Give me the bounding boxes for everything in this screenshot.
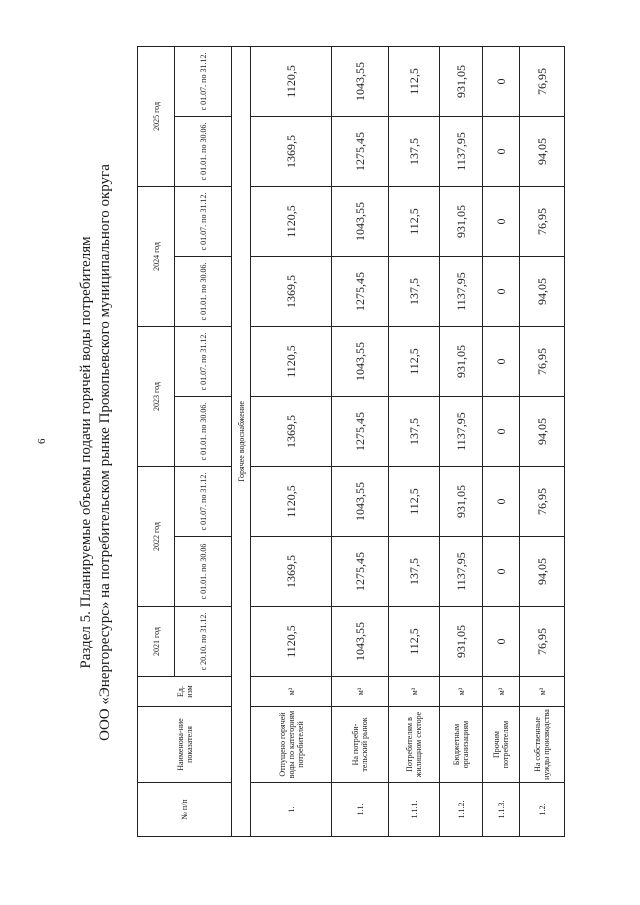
value-cell: 1043,55 [332, 46, 389, 116]
row-num: 1. [251, 783, 332, 837]
row-unit: м³ [332, 677, 389, 707]
value-cell: 112,5 [389, 186, 440, 256]
value-cell: 1043,55 [332, 186, 389, 256]
value-cell: 94,05 [520, 537, 565, 607]
value-cell: 931,05 [440, 186, 483, 256]
value-cell: 0 [483, 256, 520, 326]
table-row [332, 46, 389, 836]
row-num: 1.1. [332, 783, 389, 837]
header-num: № п/п [138, 783, 232, 837]
row-name: Потребителям в жилищном секторе [389, 707, 440, 783]
value-cell: 931,05 [440, 326, 483, 396]
table-row [389, 46, 440, 836]
value-cell: 76,95 [520, 326, 565, 396]
header-period: с 01.01. по 30.06. [175, 256, 232, 326]
value-cell: 1120,5 [251, 46, 332, 116]
value-cell: 94,05 [520, 396, 565, 466]
value-cell: 931,05 [440, 466, 483, 536]
value-cell: 94,05 [520, 256, 565, 326]
value-cell: 1137,95 [440, 116, 483, 186]
row-unit: м³ [440, 677, 483, 707]
table-row [520, 46, 565, 836]
value-cell: 76,95 [520, 607, 565, 677]
title-line-1: Раздел 5. Планируемые объемы подачи горячей воды потребителям [78, 236, 94, 669]
section-label: Горячее водоснабжение [232, 46, 251, 836]
value-cell: 0 [483, 607, 520, 677]
value-cell: 0 [483, 326, 520, 396]
row-name: Бюджетным организациям [440, 707, 483, 783]
row-num: 1.1.1. [389, 783, 440, 837]
header-year-2023: 2023 год [138, 326, 175, 466]
value-cell: 1275,45 [332, 256, 389, 326]
row-num: 1.1.3. [483, 783, 520, 837]
header-period: с 20.10. по 31.12. [175, 607, 232, 677]
row-name: Отпущено горячей воды по категориям потребителей [251, 707, 332, 783]
title-line-2: ООО «Энергоресурс» на потребительском рынке Прокопьевского муниципального округа [97, 164, 113, 741]
value-cell: 1369,5 [251, 116, 332, 186]
row-unit: м³ [483, 677, 520, 707]
row-unit: м³ [251, 677, 332, 707]
value-cell: 0 [483, 396, 520, 466]
header-period: с 01.01. по 30.06 [175, 537, 232, 607]
value-cell: 1120,5 [251, 607, 332, 677]
table-row [440, 46, 483, 836]
row-num: 1.2. [520, 783, 565, 837]
value-cell: 1043,55 [332, 466, 389, 536]
value-cell: 137,5 [389, 537, 440, 607]
value-cell: 1275,45 [332, 396, 389, 466]
header-period: с 01.07. по 31.12. [175, 466, 232, 536]
header-name: Наименова-ние показателя [138, 707, 232, 783]
header-period: с 01.01. по 30.06. [175, 116, 232, 186]
section-row [232, 46, 251, 836]
row-unit: м³ [520, 677, 565, 707]
value-cell: 137,5 [389, 116, 440, 186]
value-cell: 1137,95 [440, 396, 483, 466]
value-cell: 1369,5 [251, 256, 332, 326]
row-name: На собственные нужды производства [520, 707, 565, 783]
value-cell: 1120,5 [251, 326, 332, 396]
value-cell: 76,95 [520, 466, 565, 536]
value-cell: 0 [483, 537, 520, 607]
value-cell: 76,95 [520, 186, 565, 256]
value-cell: 0 [483, 46, 520, 116]
value-cell: 1043,55 [332, 326, 389, 396]
row-num: 1.1.2. [440, 783, 483, 837]
row-name: Прочим потребителям [483, 707, 520, 783]
header-row-years [138, 46, 175, 836]
value-cell: 1275,45 [332, 116, 389, 186]
value-cell: 0 [483, 186, 520, 256]
value-cell: 1120,5 [251, 186, 332, 256]
value-cell: 76,95 [520, 46, 565, 116]
hot-water-volumes-table [137, 46, 565, 837]
value-cell: 112,5 [389, 46, 440, 116]
row-unit: м³ [389, 677, 440, 707]
header-year-2024: 2024 год [138, 186, 175, 326]
document-title [77, 0, 115, 905]
table-row [251, 46, 332, 836]
header-year-2022: 2022 год [138, 466, 175, 606]
row-name: На потреби-тельский рынок [332, 707, 389, 783]
value-cell: 137,5 [389, 256, 440, 326]
value-cell: 1369,5 [251, 396, 332, 466]
table-row [483, 46, 520, 836]
value-cell: 112,5 [389, 607, 440, 677]
header-period: с 01.01. по 30.06. [175, 396, 232, 466]
value-cell: 1369,5 [251, 537, 332, 607]
value-cell: 1120,5 [251, 466, 332, 536]
header-period: с 01.07. по 31.12. [175, 326, 232, 396]
value-cell: 1275,45 [332, 537, 389, 607]
value-cell: 1137,95 [440, 537, 483, 607]
value-cell: 112,5 [389, 466, 440, 536]
value-cell: 931,05 [440, 607, 483, 677]
value-cell: 112,5 [389, 326, 440, 396]
header-year-2025: 2025 год [138, 46, 175, 186]
value-cell: 931,05 [440, 46, 483, 116]
value-cell: 1137,95 [440, 256, 483, 326]
value-cell: 137,5 [389, 396, 440, 466]
value-cell: 0 [483, 116, 520, 186]
page-number: 6 [36, 438, 48, 444]
value-cell: 0 [483, 466, 520, 536]
value-cell: 94,05 [520, 116, 565, 186]
header-unit: Ед. изм [138, 677, 232, 707]
value-cell: 1043,55 [332, 607, 389, 677]
header-period: с 01.07. по 31.12. [175, 46, 232, 116]
header-period: с 01.07. по 31.12. [175, 186, 232, 256]
header-year-2021: 2021 год [138, 607, 175, 677]
